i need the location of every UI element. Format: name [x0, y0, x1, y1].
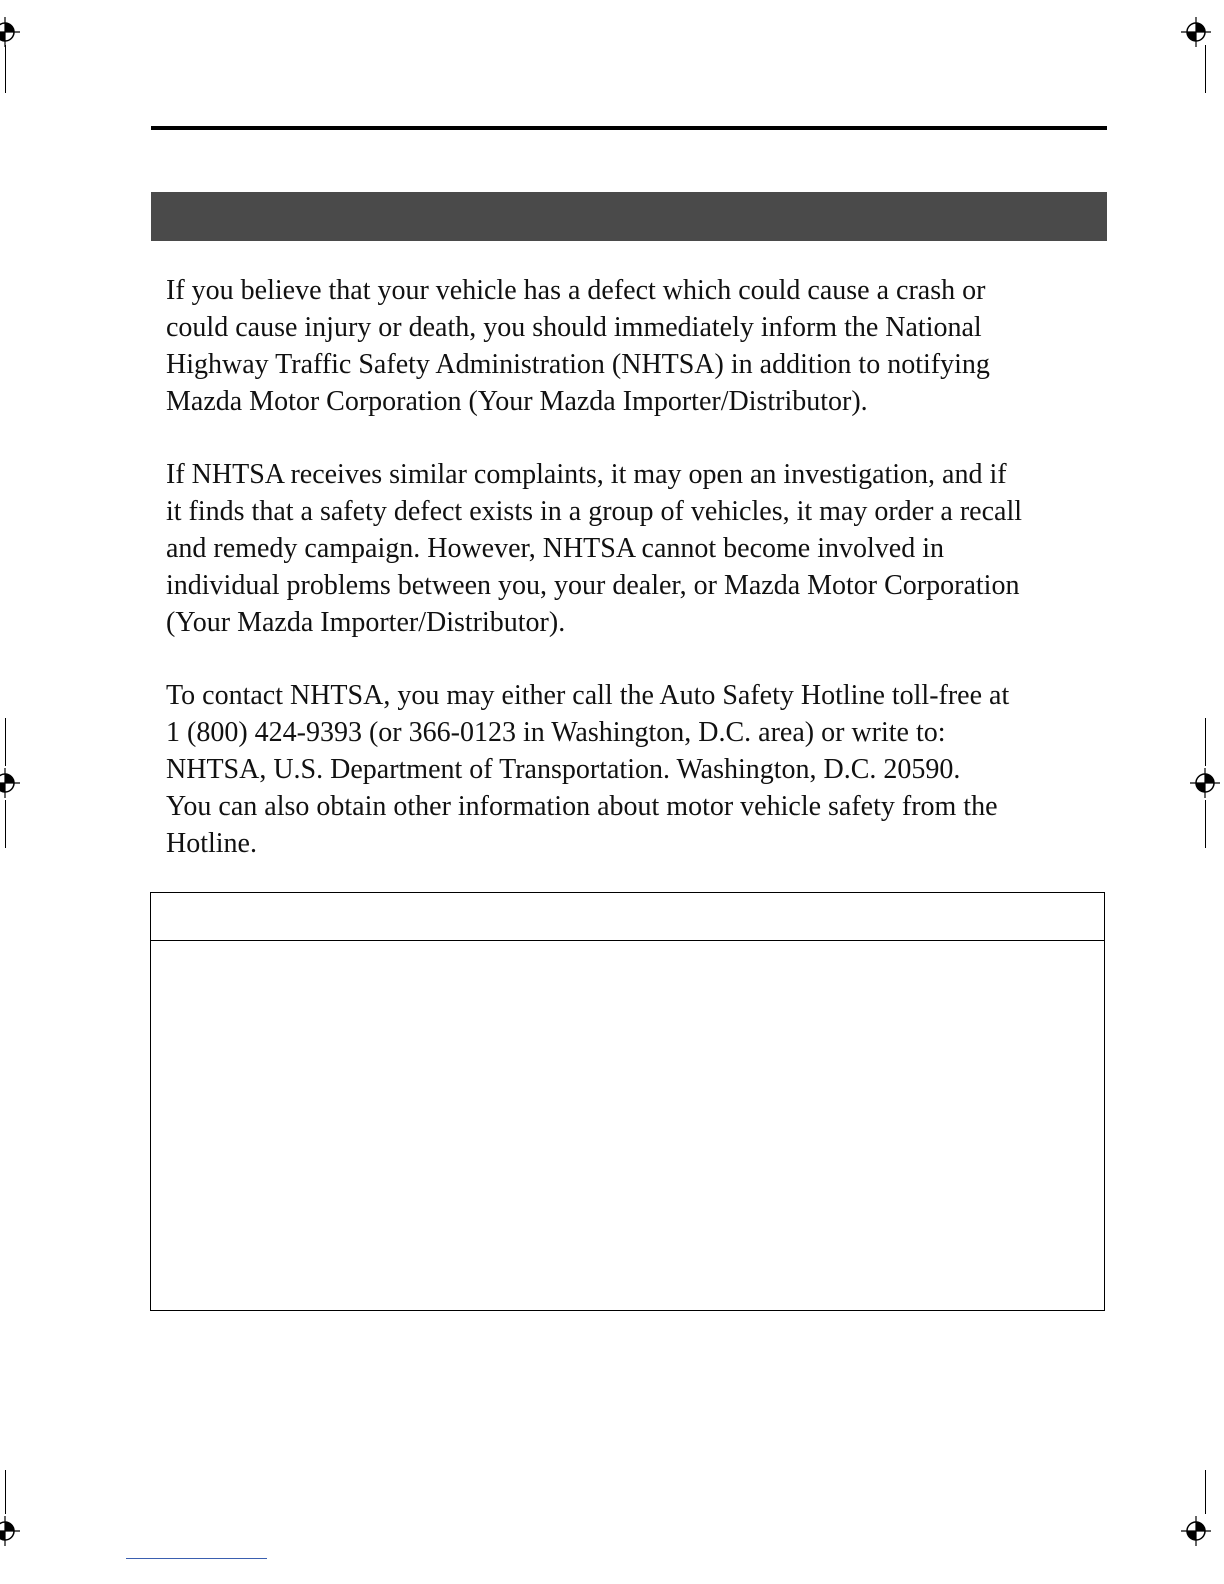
crop-line — [5, 45, 6, 93]
crop-line — [1205, 45, 1206, 93]
info-box-header — [151, 893, 1104, 941]
registration-mark-bottom-right-icon — [1181, 1516, 1211, 1546]
paragraph-nhtsa-investigation: If NHTSA receives similar complaints, it may open an investigation, and if it finds that a safety defect exists in a group of vehicles, it may order a recall and remedy campaign. However, NHTSA cannot become involved in individual problems between you, your dealer, or Mazda Motor Corporation (Your Mazda Importer/Distributor). — [166, 459, 1023, 638]
paragraph-defect-report: If you believe that your vehicle has a defect which could cause a crash or could cause injury or death, you should immediately inform the National Highway Traffic Safety Administration (NHTSA) in addition to notifying Mazda Motor Corporation (Your Mazda Importer/Distributor). — [166, 275, 990, 417]
crop-line — [5, 800, 6, 848]
crop-line — [1205, 718, 1206, 766]
registration-mark-middle-right-icon — [1190, 768, 1220, 798]
info-box — [150, 892, 1105, 1311]
registration-mark-middle-left-icon — [0, 768, 20, 798]
crop-line — [5, 718, 6, 766]
crop-line — [1205, 1470, 1206, 1514]
top-rule — [151, 126, 1107, 130]
registration-mark-bottom-left-icon — [0, 1516, 20, 1546]
crop-line — [1205, 800, 1206, 848]
paragraph-nhtsa-contact: To contact NHTSA, you may either call the Auto Safety Hotline toll-free at 1 (800) 424-9393 (or 366-0123 in Washington, D.C. area) or write to: NHTSA, U.S. Department of Transportation. Washington, D.C. 20590. You can also obtain other information about motor vehicle safety from the Hotline. — [166, 680, 1010, 859]
registration-mark-top-left-icon — [0, 17, 20, 47]
section-header-bar — [151, 192, 1107, 241]
crop-line — [5, 1470, 6, 1514]
registration-mark-top-right-icon — [1181, 17, 1211, 47]
footer-link-underline — [126, 1558, 267, 1559]
